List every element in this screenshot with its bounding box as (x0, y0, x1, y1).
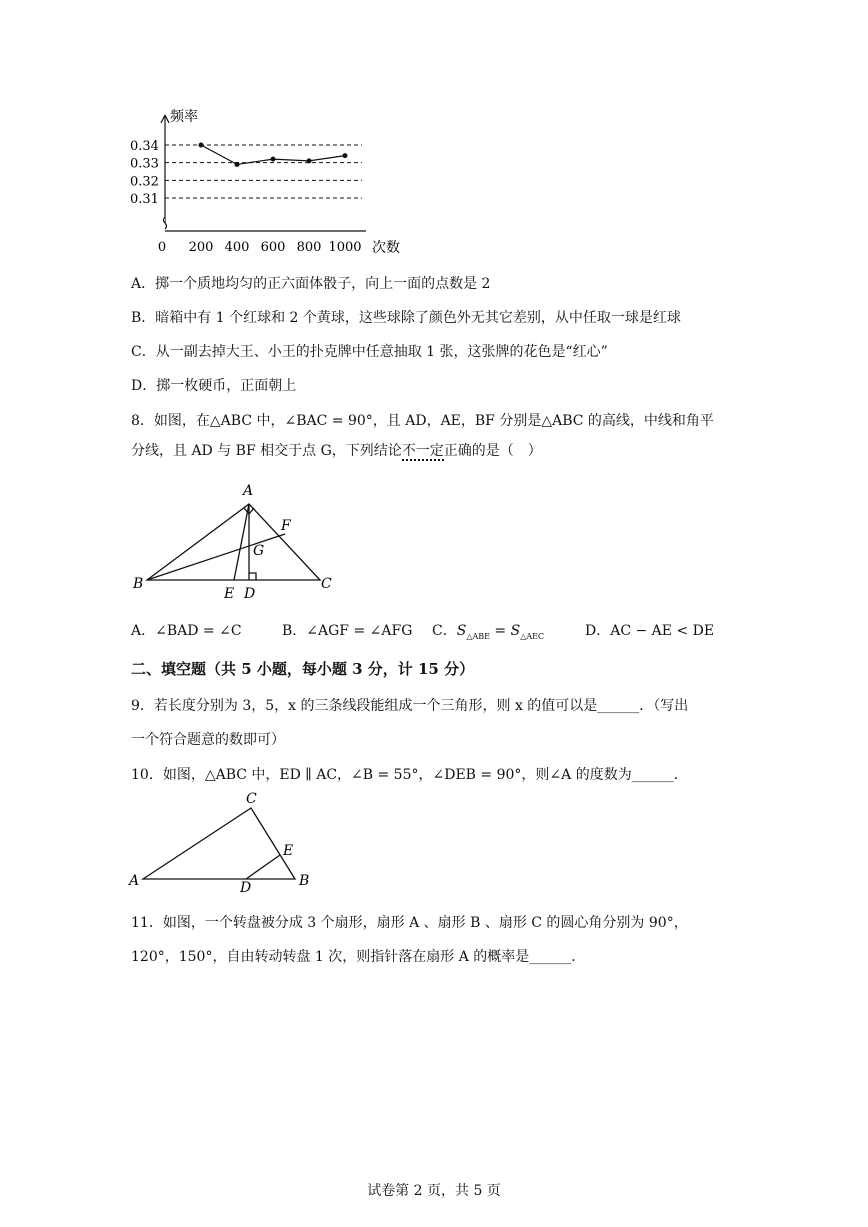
label-g: G (253, 543, 265, 559)
x-axis-label: 次数 (372, 240, 400, 256)
median-ae (234, 504, 249, 580)
q8-option-c-eq: = S (489, 623, 521, 639)
data-point (235, 162, 240, 167)
triangle-abc-q10 (143, 808, 295, 879)
x-tick-label: 600 (260, 240, 286, 255)
q8-option-b: B．∠AGF = ∠AFG (282, 623, 413, 639)
q8-option-c-prefix: C． (432, 623, 457, 639)
y-tick-label: 0.32 (130, 174, 159, 190)
q11-line1: 11．如图，一个转盘被分成 3 个扇形，扇形 A 、扇形 B 、扇形 C 的圆心角分别为 90°， (131, 915, 688, 931)
q8-option-c (432, 620, 544, 641)
label-f: F (281, 518, 291, 534)
data-point (271, 157, 276, 162)
label-a-q10: A (129, 873, 140, 889)
axis-break (164, 217, 167, 229)
q8-option-a: A．∠BAD = ∠C (131, 623, 242, 639)
segment-ed (246, 855, 280, 879)
q7-option-b: B．暗箱中有 1 个红球和 2 个黄球，这些球除了颜色外无其它差别，从中任取一球是红球 (131, 310, 681, 326)
q8-stem-line1: 8．如图，在△ABC 中，∠BAC = 90°，且 AD，AE，BF 分别是△ABC 的高线，中线和角平 (131, 413, 714, 429)
q8-triangle-figure (125, 478, 345, 603)
y-axis-arrow-right (165, 115, 169, 123)
q8-option-c-s1: S (456, 623, 467, 639)
data-point (199, 143, 204, 148)
q9-line2: 一个符合题意的数即可） (131, 732, 285, 748)
q8-option-c-sub1: △ABE (466, 631, 490, 641)
bisector-bf (147, 534, 285, 580)
q8-option-c-sub2: △AEC (520, 631, 545, 641)
data-point (307, 158, 312, 163)
x-tick-label: 1000 (328, 240, 362, 255)
x-tick-label: 200 (188, 240, 214, 255)
q8-stem-line2-c: 正确的是（ ） (443, 443, 542, 459)
y-tick-label: 0.33 (130, 156, 159, 172)
frequency-chart (120, 105, 420, 265)
y-axis-arrow-left (161, 115, 165, 123)
q8-stem-line2-a: 分线，且 AD 与 BF 相交于点 G，下列结论 (131, 443, 402, 459)
label-a: A (243, 483, 254, 499)
q9-line1: 9．若长度分别为 3，5，x 的三条线段能组成一个三角形，则 x 的值可以是______．（写出 (131, 698, 689, 714)
q8-option-d: D．AC − AE < DE (585, 623, 715, 639)
q11-line2: 120°，150°，自由转动转盘 1 次，则指针落在扇形 A 的概率是______． (131, 949, 586, 965)
label-c-q10: C (246, 791, 257, 807)
x-tick-label: 800 (296, 240, 322, 255)
page-footer: 试卷第 2 页，共 5 页 (367, 1183, 501, 1199)
q10-triangle-figure (125, 788, 325, 893)
x-tick-label: 400 (224, 240, 250, 255)
right-angle-mark-d (249, 573, 256, 580)
y-tick-label: 0.34 (130, 139, 159, 154)
q7-option-d: D．掷一枚硬币，正面朝上 (131, 378, 297, 394)
label-b-q10: B (299, 873, 310, 889)
label-e-q10: E (283, 843, 294, 859)
label-d-q10: D (240, 880, 252, 893)
q8-emphasis: 不一定 (401, 443, 444, 459)
section2-heading: 二、填空题（共 5 小题，每小题 3 分，计 15 分） (131, 660, 475, 678)
label-b: B (133, 576, 144, 592)
q7-option-c: C．从一副去掉大王、小王的扑克牌中任意抽取 1 张，这张牌的花色是“红心” (131, 344, 608, 360)
q8-stem-line2 (131, 440, 542, 460)
triangle-abc (147, 504, 320, 580)
x-tick-label: 0 (157, 240, 167, 255)
q7-option-a: A．掷一个质地均匀的正六面体骰子，向上一面的点数是 2 (131, 276, 491, 292)
label-d: D (244, 586, 256, 602)
label-e: E (224, 586, 235, 602)
y-axis-label: 频率 (170, 109, 198, 125)
y-tick-label: 0.31 (130, 192, 159, 207)
label-c: C (321, 576, 332, 592)
data-point (343, 153, 348, 158)
q10-line1: 10．如图，△ABC 中，ED ∥ AC，∠B = 55°，∠DEB = 90°，则∠A 的度数为______． (131, 767, 688, 783)
